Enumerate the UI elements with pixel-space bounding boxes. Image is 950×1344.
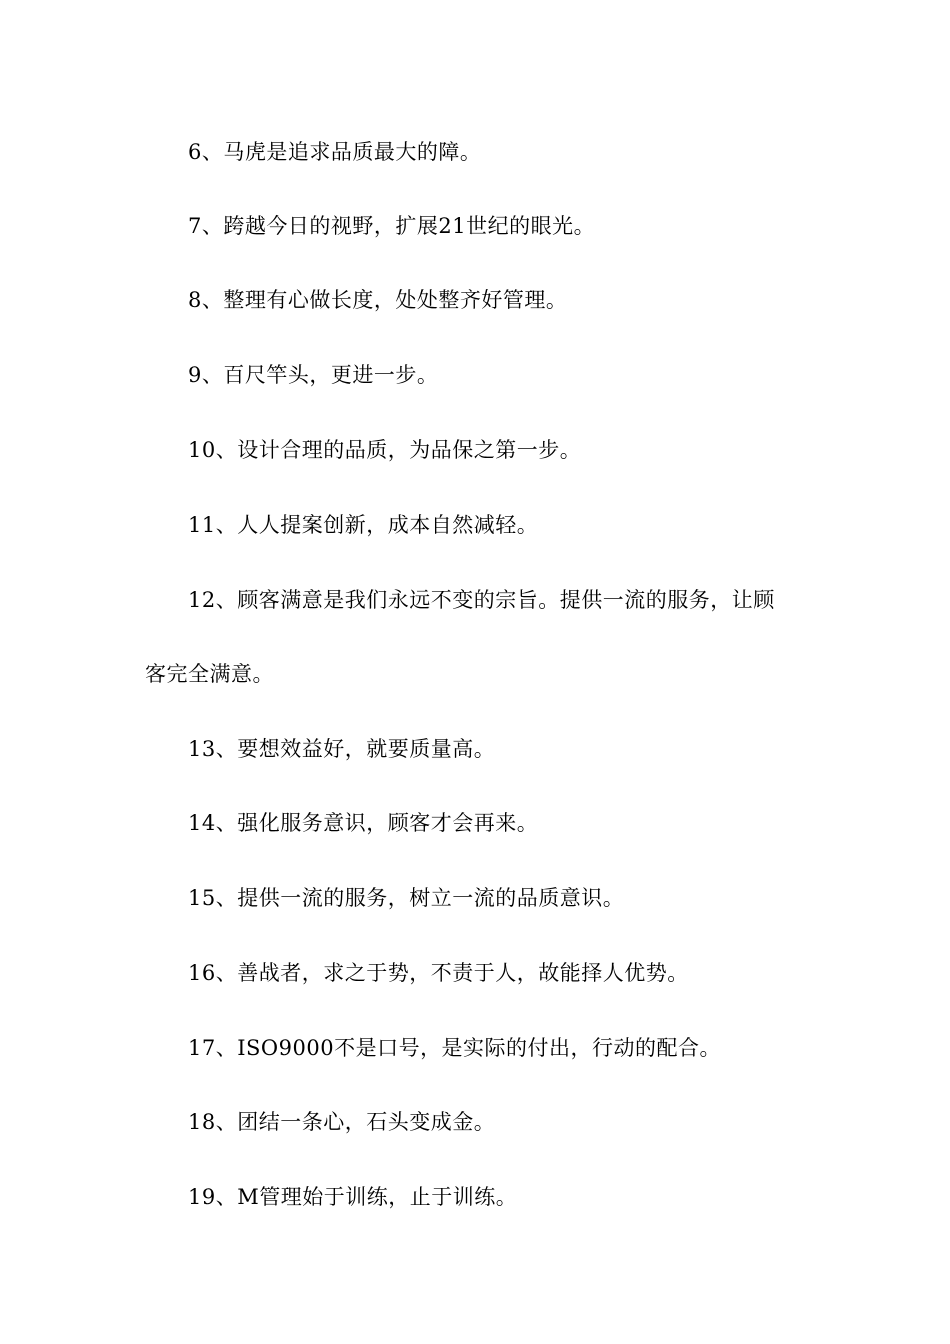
slogan-line: 18、团结一条心，石头变成金。	[188, 1110, 496, 1134]
slogan-line: 8、整理有心做长度，处处整齐好管理。	[188, 288, 568, 312]
slogan-line: 15、提供一流的服务，树立一流的品质意识。	[188, 886, 625, 910]
slogan-line: 13、要想效益好，就要质量高。	[188, 737, 496, 761]
slogan-line: 16、善战者，求之于势，不责于人，故能择人优势。	[188, 961, 689, 985]
slogan-line: 19、M管理始于训练，止于训练。	[188, 1185, 518, 1209]
slogan-line: 9、百尺竿头，更进一步。	[188, 363, 439, 387]
slogan-line: 14、强化服务意识，顾客才会再来。	[188, 811, 539, 835]
slogan-line: 6、马虎是追求品质最大的障。	[188, 140, 482, 164]
slogan-line-continuation: 客完全满意。	[145, 662, 274, 686]
slogan-line: 11、人人提案创新，成本自然减轻。	[188, 513, 539, 537]
slogan-line: 17、ISO9000不是口号，是实际的付出，行动的配合。	[188, 1036, 722, 1060]
slogan-line: 10、设计合理的品质，为品保之第一步。	[188, 438, 582, 462]
slogan-line: 12、顾客满意是我们永远不变的宗旨。提供一流的服务，让顾	[188, 588, 775, 612]
slogan-line: 7、跨越今日的视野，扩展21世纪的眼光。	[188, 214, 596, 238]
